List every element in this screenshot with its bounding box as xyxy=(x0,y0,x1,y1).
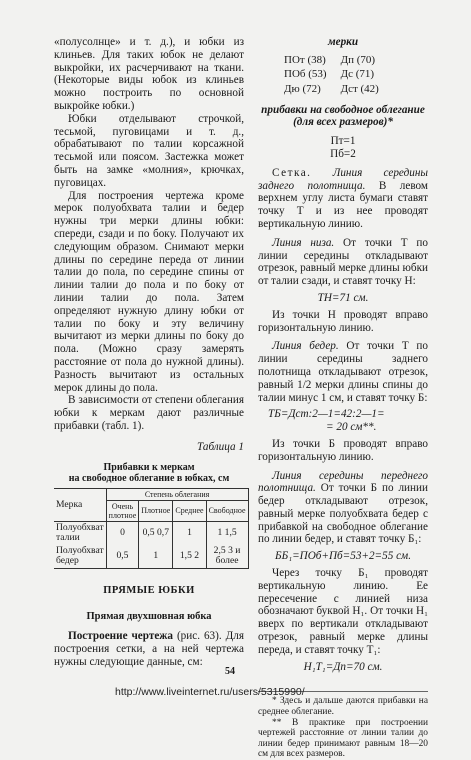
right-column xyxy=(258,36,428,760)
footnotes xyxy=(258,691,428,760)
paragraph: Сетка. Линия середины заднего полотнища. В левом верхнем углу листа бумаги ставят точку Т и из нее проводят вертикальную линию. xyxy=(258,166,428,230)
section-heading: ПРЯМЫЕ ЮБКИ xyxy=(103,584,195,596)
footnote: ** В практике при построении чертежей расстояние от линии талии до линии бедер принимают равным 18—20 см для всех размеров. xyxy=(258,717,428,760)
measures-table xyxy=(282,52,393,98)
table-caption: Таблица 1 xyxy=(197,440,244,453)
paragraph: Линия низа. От точки Т по линии середины откладывают отрезок, равный мерке длины юбки от талии сзади, и ставят точку Н: xyxy=(258,236,428,288)
paragraph: Юбки отделывают строчкой, тесьмой, пуговицами и т. д., обрабатывают по талии корсажной тесьмой или поясом. Застежка может быть на замке «молния», крючках, пуговицах. xyxy=(54,112,244,189)
paragraph: «полусолнце» и т. д.), и юбки из клиньев. Для таких юбок не делают выкройки, их расчерчивают на ткани. (Некоторые виды юбок из клиньев можно построить по основной выкройке юбки.) xyxy=(54,36,244,112)
formula: ББ₁=ПОб+Пб=53+2=55 см. xyxy=(275,550,411,563)
paragraph: Из точки Н проводят вправо горизонтальную линию. xyxy=(258,308,428,334)
page-number: 54 xyxy=(225,666,235,677)
table-row: Полуобхват талии 0 0,5 0,7 1 1 1,5 xyxy=(54,521,248,545)
table-header-col: Очень плотное xyxy=(106,500,139,521)
table-header-col: Среднее xyxy=(173,500,206,521)
footnote: * Здесь и дальше даются прибавки на среднее облегание. xyxy=(258,696,428,718)
left-column xyxy=(54,36,244,668)
allowances-title: прибавки на свободное облегание (для всех размеров)* xyxy=(261,103,425,129)
table-header-group: Степень облегания xyxy=(106,488,248,500)
subsection-heading: Прямая двухшовная юбка xyxy=(86,611,212,623)
paragraph: Линия бедер. От точки Т по линии середины заднего полотнища откладывают отрезок, равный 1/2 мерки длины спины до талии минус 1 см, и ставят точку Б: xyxy=(258,340,428,404)
allowance-value: Пб=2 xyxy=(330,147,356,160)
paragraph: Из точки Б проводят вправо горизонтальную линию. xyxy=(258,437,428,463)
measures-title: мерки xyxy=(327,36,359,48)
paragraph: Для построения чертежа кроме мерок полуобхвата талии и бедер нужны три мерки длины юбки: спереди, сзади и по боку. Получают их следующим образом. Снимают мерки длины по середине переда от линии талии до пола, по середине спины от линии талии до пола и по боку от линии талии до пола. Затем определяют нужную длину юбки от талии по боку и эту величину вычитают из мерки длины по боку до пола. (Можно сразу замерять расстояние от пола до нужной длины). Разность вычитают из остальных мерок длины до пола. xyxy=(54,189,244,394)
allowance-table xyxy=(54,488,249,569)
paragraph: В зависимости от степени облегания юбки к меркам дают различные прибавки (табл. 1). xyxy=(54,394,244,432)
table-header-col: Плотное xyxy=(139,500,173,521)
measure-row: Дю (72) Дст (42) xyxy=(284,82,379,95)
watermark-url[interactable]: http://www.liveinternet.ru/users/5315990/ xyxy=(115,686,305,698)
formula: ТН=71 см. xyxy=(317,291,369,304)
paragraph: Линия середины переднего полотнища. От точки Б по линии бедер откладывают отрезок, равный мерке полуобхвата бедер с прибавкой на свободное облегание по линии бедер, и ставят точку Б₁: xyxy=(258,469,428,546)
formula: ТБ=Дст:2—1=42:2—1= = 20 см**. xyxy=(268,408,385,434)
allowance-value: Пт=1 xyxy=(330,135,356,148)
formula: Н₁Т₁=Дп=70 см. xyxy=(303,660,383,673)
table-header-measure: Мерка xyxy=(54,488,106,521)
table-title: Прибавки к меркам на свободное облегание в юбках, см xyxy=(68,461,230,484)
paragraph: Построение чертежа (рис. 63). Для построения сетки, а на ней чертежа нужны следующие данные, см: xyxy=(54,630,244,668)
measure-row: ПОб (53) Дс (71) xyxy=(284,68,375,81)
table-row: Полуобхват бедер 0,5 1 1,5 2 2,5 3 и более xyxy=(54,545,248,569)
measure-row: ПОт (38) Дп (70) xyxy=(284,53,376,66)
paragraph: Через точку Б₁ проводят вертикальную линию. Ее пересечение с линией низа обозначают буквой Н₁. От точки Н₁ вверх по вертикали откладывают отрезок, равный мерке длины переда, и ставят точку Т₁: xyxy=(258,567,428,656)
table-header-col: Свободное xyxy=(206,500,248,521)
